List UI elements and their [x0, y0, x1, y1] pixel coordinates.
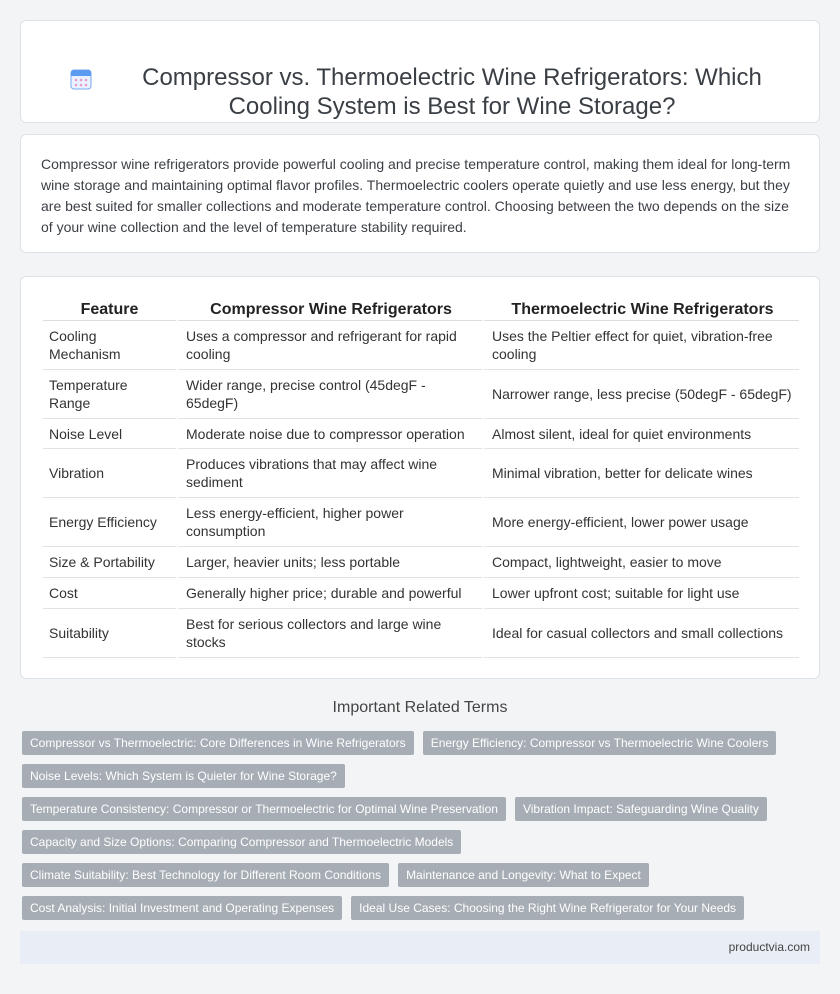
- table-row: [43, 609, 799, 658]
- comparison-table: [43, 295, 799, 658]
- table-cell: Cooling Mechanism: [43, 321, 176, 370]
- table-row: [43, 370, 799, 419]
- related-terms-title: Important Related Terms: [332, 699, 508, 716]
- table-cell: Uses a compressor and refrigerant for rapid cooling: [176, 321, 482, 370]
- table-row: [43, 498, 799, 547]
- table-row: [43, 449, 799, 498]
- table-cell: Almost silent, ideal for quiet environments: [482, 419, 799, 449]
- table-cell: Cost: [43, 578, 176, 609]
- header-feature: Feature: [43, 295, 176, 321]
- table-cell: Produces vibrations that may affect wine sediment: [176, 449, 482, 498]
- calendar-icon: [69, 67, 93, 91]
- page-title: Compressor vs. Thermoelectric Wine Refrigerators: Which Cooling System is Best for Wine Storage?: [142, 64, 762, 120]
- comparison-table-card: [20, 276, 820, 679]
- table-cell: Compact, lightweight, easier to move: [482, 547, 799, 578]
- table-cell: Energy Efficiency: [43, 498, 176, 547]
- table-cell: Size & Portability: [43, 547, 176, 578]
- related-terms-list: [22, 731, 818, 920]
- related-term-tag[interactable]: Ideal Use Cases: Choosing the Right Wine Refrigerator for Your Needs: [351, 896, 744, 920]
- table-cell: Minimal vibration, better for delicate wines: [482, 449, 799, 498]
- table-cell: Temperature Range: [43, 370, 176, 419]
- table-row: [43, 419, 799, 449]
- related-term-tag[interactable]: Vibration Impact: Safeguarding Wine Quality: [515, 797, 767, 821]
- related-term-tag[interactable]: Cost Analysis: Initial Investment and Operating Expenses: [22, 896, 342, 920]
- table-cell: Uses the Peltier effect for quiet, vibration-free cooling: [482, 321, 799, 370]
- title-card: [20, 20, 820, 123]
- related-term-tag[interactable]: Capacity and Size Options: Comparing Compressor and Thermoelectric Models: [22, 830, 461, 854]
- table-cell: Less energy-efficient, higher power consumption: [176, 498, 482, 547]
- table-cell: Best for serious collectors and large wine stocks: [176, 609, 482, 658]
- table-cell: Lower upfront cost; suitable for light use: [482, 578, 799, 609]
- table-cell: Narrower range, less precise (50degF - 65degF): [482, 370, 799, 419]
- related-term-tag[interactable]: Temperature Consistency: Compressor or Thermoelectric for Optimal Wine Preservation: [22, 797, 506, 821]
- table-row: [43, 547, 799, 578]
- intro-card: [20, 134, 820, 253]
- related-term-tag[interactable]: Climate Suitability: Best Technology for Different Room Conditions: [22, 863, 389, 887]
- table-cell: Wider range, precise control (45degF - 65degF): [176, 370, 482, 419]
- related-term-tag[interactable]: Noise Levels: Which System is Quieter for Wine Storage?: [22, 764, 345, 788]
- related-term-tag[interactable]: Compressor vs Thermoelectric: Core Differences in Wine Refrigerators: [22, 731, 414, 755]
- table-row: [43, 321, 799, 370]
- table-cell: Noise Level: [43, 419, 176, 449]
- table-cell: Vibration: [43, 449, 176, 498]
- table-cell: Suitability: [43, 609, 176, 658]
- header-thermoelectric: Thermoelectric Wine Refrigerators: [482, 295, 799, 321]
- table-cell: More energy-efficient, lower power usage: [482, 498, 799, 547]
- header-compressor: Compressor Wine Refrigerators: [176, 295, 482, 321]
- related-term-tag[interactable]: Maintenance and Longevity: What to Expect: [398, 863, 649, 887]
- table-header-row: [43, 295, 799, 321]
- table-cell: Larger, heavier units; less portable: [176, 547, 482, 578]
- table-cell: Moderate noise due to compressor operation: [176, 419, 482, 449]
- table-cell: Ideal for casual collectors and small collections: [482, 609, 799, 658]
- table-cell: Generally higher price; durable and powerful: [176, 578, 482, 609]
- footer: [20, 931, 820, 964]
- footer-site-link[interactable]: productvia.com: [728, 940, 810, 954]
- related-term-tag[interactable]: Energy Efficiency: Compressor vs Thermoelectric Wine Coolers: [423, 731, 777, 755]
- intro-paragraph: Compressor wine refrigerators provide powerful cooling and precise temperature control, making them ideal for long-term wine storage and maintaining optimal flavor profiles. Thermoelectric coolers operate quietly and use less energy, but they are best suited for smaller collections and moderate temperature control. Choosing between the two depends on the size of your wine collection and the level of temperature stability required.: [41, 156, 791, 235]
- table-row: [43, 578, 799, 609]
